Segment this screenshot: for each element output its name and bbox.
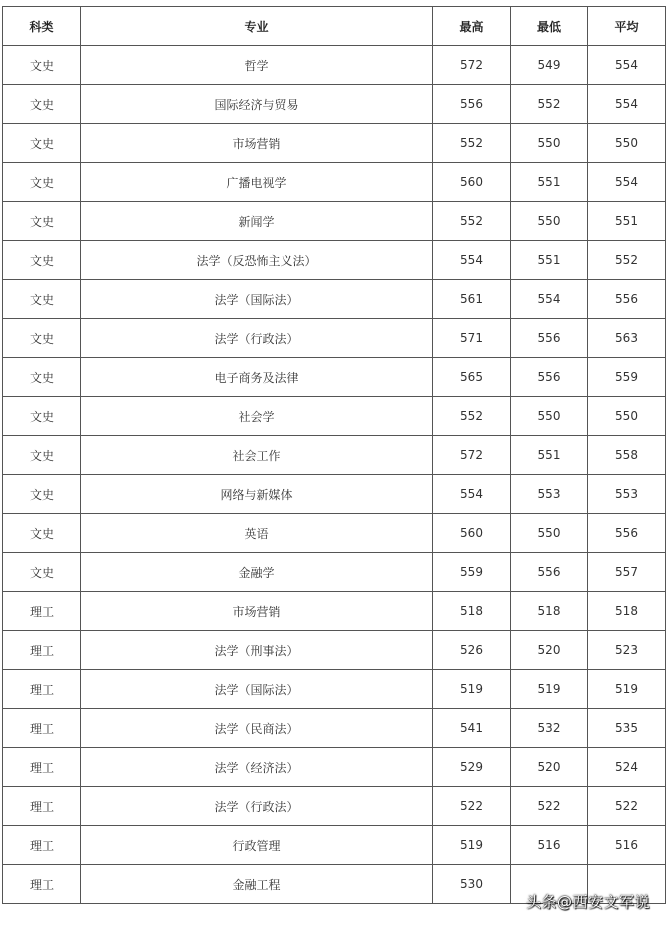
cell-max: 519 <box>433 670 511 709</box>
cell-avg: 550 <box>588 124 666 163</box>
cell-type: 文史 <box>3 124 81 163</box>
cell-max: 565 <box>433 358 511 397</box>
cell-major: 网络与新媒体 <box>81 475 433 514</box>
cell-max: 572 <box>433 46 511 85</box>
cell-max: 552 <box>433 124 511 163</box>
cell-min: 550 <box>511 514 588 553</box>
cell-avg: 524 <box>588 748 666 787</box>
cell-type: 文史 <box>3 397 81 436</box>
cell-min: 556 <box>511 319 588 358</box>
table-row <box>3 358 666 397</box>
cell-max: 559 <box>433 553 511 592</box>
cell-min: 518 <box>511 592 588 631</box>
table-row <box>3 631 666 670</box>
cell-max: 522 <box>433 787 511 826</box>
cell-avg: 558 <box>588 436 666 475</box>
cell-max: 561 <box>433 280 511 319</box>
cell-avg: 559 <box>588 358 666 397</box>
cell-major: 法学（反恐怖主义法） <box>81 241 433 280</box>
table-row <box>3 163 666 202</box>
cell-max: 560 <box>433 514 511 553</box>
cell-type: 文史 <box>3 46 81 85</box>
cell-min: 551 <box>511 163 588 202</box>
table-row <box>3 748 666 787</box>
cell-max: 571 <box>433 319 511 358</box>
cell-major: 金融学 <box>81 553 433 592</box>
cell-avg: 535 <box>588 709 666 748</box>
cell-type: 文史 <box>3 436 81 475</box>
cell-min: 553 <box>511 475 588 514</box>
table-row <box>3 280 666 319</box>
cell-type: 文史 <box>3 280 81 319</box>
cell-max: 556 <box>433 85 511 124</box>
cell-min: 556 <box>511 358 588 397</box>
cell-avg: 556 <box>588 514 666 553</box>
cell-min: 554 <box>511 280 588 319</box>
cell-max: 552 <box>433 397 511 436</box>
cell-avg: 522 <box>588 787 666 826</box>
cell-avg: 554 <box>588 46 666 85</box>
cell-type: 文史 <box>3 202 81 241</box>
table-row <box>3 709 666 748</box>
cell-min: 551 <box>511 436 588 475</box>
cell-avg: 563 <box>588 319 666 358</box>
cell-type: 理工 <box>3 709 81 748</box>
cell-major: 法学（刑事法） <box>81 631 433 670</box>
cell-major: 金融工程 <box>81 865 433 904</box>
cell-major: 法学（民商法） <box>81 709 433 748</box>
cell-type: 文史 <box>3 358 81 397</box>
cell-avg: 519 <box>588 670 666 709</box>
cell-major: 行政管理 <box>81 826 433 865</box>
cell-major: 国际经济与贸易 <box>81 85 433 124</box>
cell-major: 法学（行政法） <box>81 319 433 358</box>
table-header-row <box>3 7 666 46</box>
cell-major: 社会学 <box>81 397 433 436</box>
cell-max: 526 <box>433 631 511 670</box>
cell-major: 广播电视学 <box>81 163 433 202</box>
cell-max: 554 <box>433 475 511 514</box>
header-avg: 平均 <box>588 7 666 46</box>
cell-min: 520 <box>511 631 588 670</box>
header-max: 最高 <box>433 7 511 46</box>
cell-type: 理工 <box>3 748 81 787</box>
cell-max: 554 <box>433 241 511 280</box>
cell-avg: 552 <box>588 241 666 280</box>
table-row <box>3 514 666 553</box>
header-min: 最低 <box>511 7 588 46</box>
cell-min: 552 <box>511 85 588 124</box>
cell-type: 文史 <box>3 319 81 358</box>
cell-type: 理工 <box>3 865 81 904</box>
cell-max: 518 <box>433 592 511 631</box>
cell-major: 法学（国际法） <box>81 280 433 319</box>
table-row <box>3 553 666 592</box>
cell-min: 550 <box>511 397 588 436</box>
cell-type: 理工 <box>3 592 81 631</box>
table-row <box>3 202 666 241</box>
cell-avg: 550 <box>588 397 666 436</box>
cell-avg: 553 <box>588 475 666 514</box>
cell-avg: 516 <box>588 826 666 865</box>
cell-major: 电子商务及法律 <box>81 358 433 397</box>
table-row <box>3 592 666 631</box>
table-row <box>3 319 666 358</box>
table-row <box>3 46 666 85</box>
cell-type: 理工 <box>3 670 81 709</box>
table-row <box>3 85 666 124</box>
table-row <box>3 787 666 826</box>
cell-avg: 551 <box>588 202 666 241</box>
table-row <box>3 670 666 709</box>
cell-avg: 518 <box>588 592 666 631</box>
cell-type: 文史 <box>3 475 81 514</box>
cell-type: 文史 <box>3 85 81 124</box>
cell-max: 519 <box>433 826 511 865</box>
cell-min: 551 <box>511 241 588 280</box>
table-row <box>3 124 666 163</box>
cell-avg: 523 <box>588 631 666 670</box>
cell-max: 552 <box>433 202 511 241</box>
header-major: 专业 <box>81 7 433 46</box>
cell-type: 理工 <box>3 826 81 865</box>
header-type: 科类 <box>3 7 81 46</box>
table-body <box>3 46 666 904</box>
cell-min: 519 <box>511 670 588 709</box>
table-row <box>3 241 666 280</box>
table-row <box>3 475 666 514</box>
cell-type: 理工 <box>3 787 81 826</box>
cell-min: 549 <box>511 46 588 85</box>
watermark: 头条@西安文军说 <box>525 893 650 911</box>
cell-major: 法学（行政法） <box>81 787 433 826</box>
cell-max: 572 <box>433 436 511 475</box>
cell-min: 522 <box>511 787 588 826</box>
cell-major: 市场营销 <box>81 592 433 631</box>
cell-min: 532 <box>511 709 588 748</box>
cell-min: 520 <box>511 748 588 787</box>
cell-major: 哲学 <box>81 46 433 85</box>
cell-type: 文史 <box>3 241 81 280</box>
cell-type: 文史 <box>3 163 81 202</box>
cell-type: 文史 <box>3 553 81 592</box>
cell-major: 市场营销 <box>81 124 433 163</box>
cell-max: 541 <box>433 709 511 748</box>
cell-min: 556 <box>511 553 588 592</box>
cell-max: 530 <box>433 865 511 904</box>
cell-avg: 556 <box>588 280 666 319</box>
cell-avg: 554 <box>588 163 666 202</box>
cell-major: 法学（国际法） <box>81 670 433 709</box>
cell-min: 550 <box>511 202 588 241</box>
cell-min: 550 <box>511 124 588 163</box>
cell-max: 560 <box>433 163 511 202</box>
table-row <box>3 397 666 436</box>
table-row <box>3 436 666 475</box>
score-table <box>2 6 666 904</box>
cell-major: 英语 <box>81 514 433 553</box>
cell-major: 法学（经济法） <box>81 748 433 787</box>
cell-type: 文史 <box>3 514 81 553</box>
cell-avg: 554 <box>588 85 666 124</box>
table-row <box>3 826 666 865</box>
cell-max: 529 <box>433 748 511 787</box>
cell-avg: 557 <box>588 553 666 592</box>
cell-major: 社会工作 <box>81 436 433 475</box>
cell-type: 理工 <box>3 631 81 670</box>
cell-major: 新闻学 <box>81 202 433 241</box>
cell-min: 516 <box>511 826 588 865</box>
